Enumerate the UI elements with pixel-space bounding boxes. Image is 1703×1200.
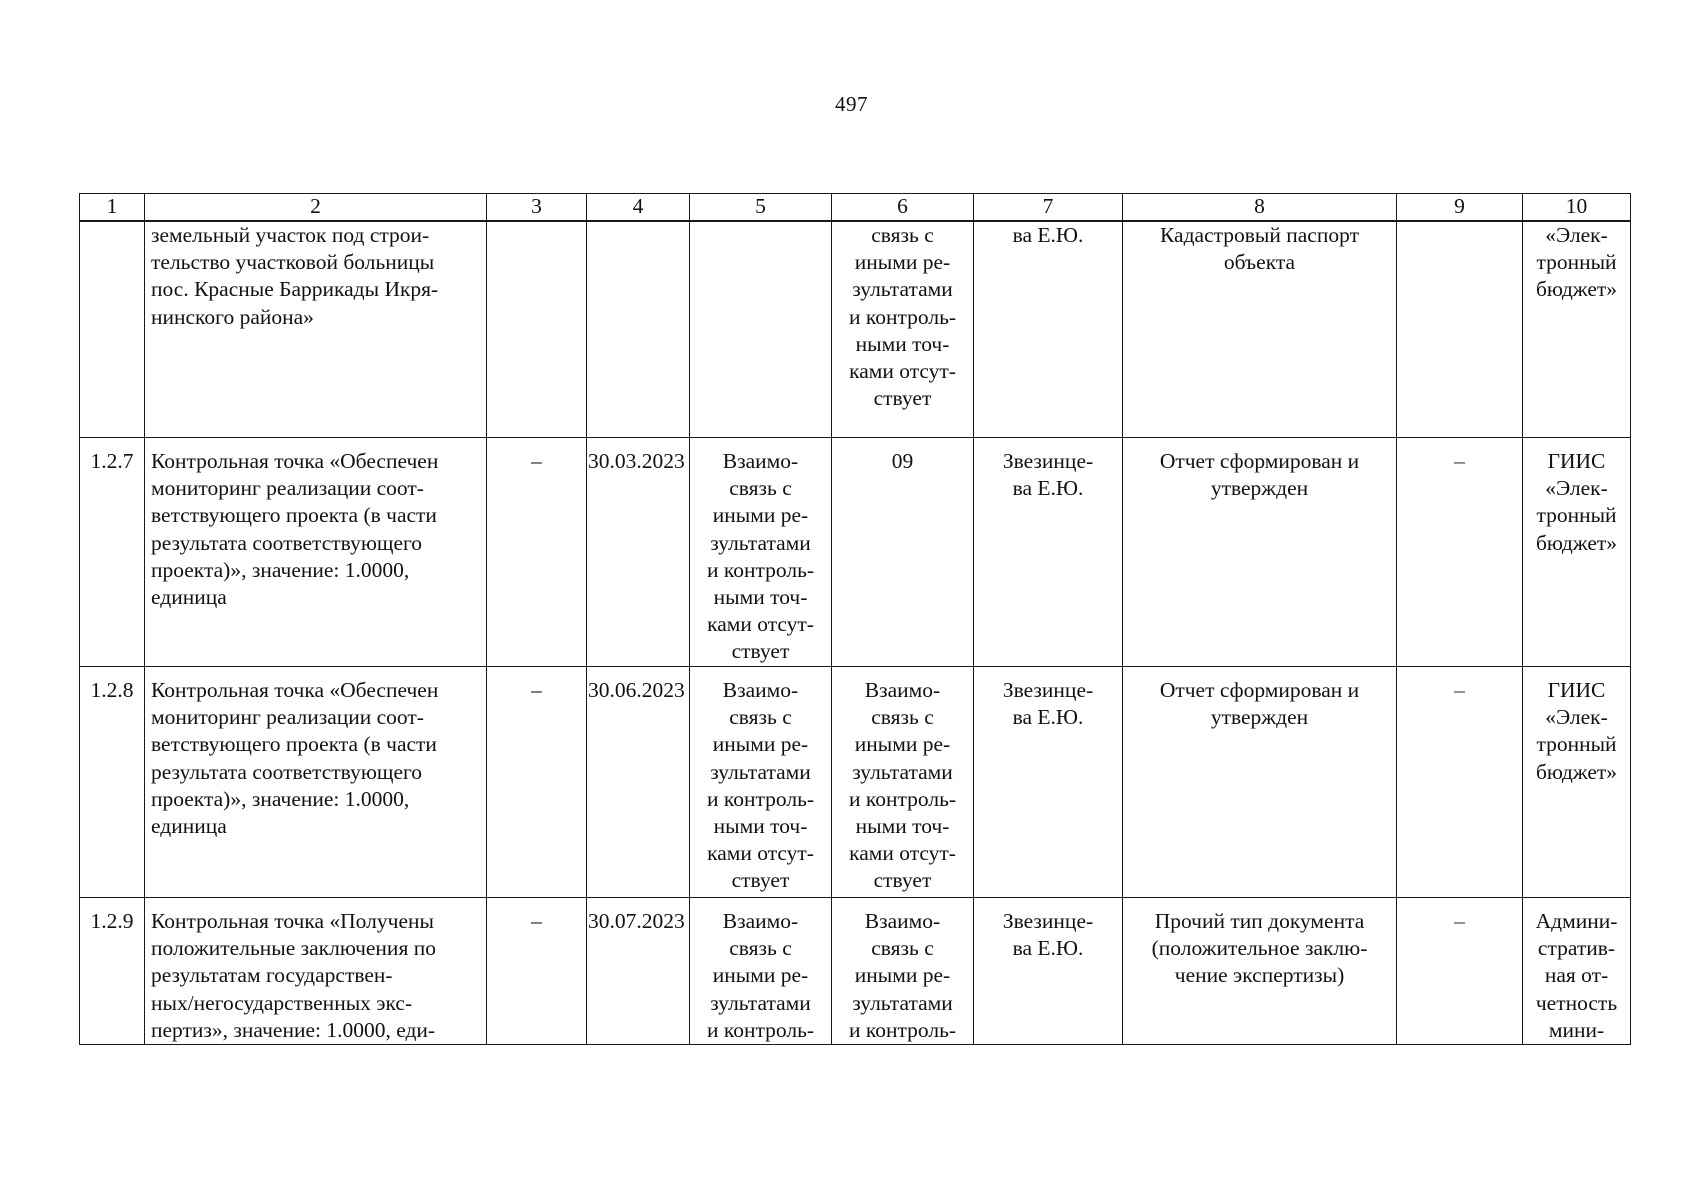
responsible-cell: Звезинце- ва Е.Ю.: [974, 898, 1123, 1045]
start-date-cell: –: [487, 438, 587, 667]
header-cell: 7: [974, 194, 1123, 222]
document-cell: Отчет сформирован и утвержден: [1123, 667, 1397, 898]
successor-cell: Взаимо- связь с иными ре- зультатами и контроль-: [832, 898, 974, 1045]
header-cell: 3: [487, 194, 587, 222]
table-row: [80, 898, 1631, 1045]
header-cell: 2: [145, 194, 487, 222]
row-number-cell: 1.2.8: [80, 667, 145, 898]
level-cell: –: [1397, 898, 1523, 1045]
control-point-name-cell: земельный участок под строи- тельство участковой больницы пос. Красные Баррикады Икря- нинского района»: [145, 221, 487, 438]
row-number-cell: 1.2.7: [80, 438, 145, 667]
start-date-cell: [487, 221, 587, 438]
header-cell: 10: [1523, 194, 1631, 222]
end-date-cell: 30.06.2023: [587, 667, 690, 898]
predecessor-cell: Взаимо- связь с иными ре- зультатами и контроль- ными точ- ками отсут- ствует: [690, 438, 832, 667]
header-cell: 8: [1123, 194, 1397, 222]
header-cell: 9: [1397, 194, 1523, 222]
control-point-name-cell: Контрольная точка «Обеспечен мониторинг реализации соот- ветствующего проекта (в части результата соответствующего проекта)», значение: 1.0000, единица: [145, 438, 487, 667]
info-system-cell: Админи- стратив- ная от- четность мини-: [1523, 898, 1631, 1045]
info-system-cell: «Элек- тронный бюджет»: [1523, 221, 1631, 438]
end-date-cell: 30.03.2023: [587, 438, 690, 667]
header-cell: 4: [587, 194, 690, 222]
table-row: [80, 221, 1631, 438]
info-system-cell: ГИИС «Элек- тронный бюджет»: [1523, 438, 1631, 667]
responsible-cell: ва Е.Ю.: [974, 221, 1123, 438]
responsible-cell: Звезинце- ва Е.Ю.: [974, 438, 1123, 667]
predecessor-cell: Взаимо- связь с иными ре- зультатами и контроль-: [690, 898, 832, 1045]
header-cell: 1: [80, 194, 145, 222]
header-cell: 5: [690, 194, 832, 222]
level-cell: –: [1397, 438, 1523, 667]
table-row: [80, 438, 1631, 667]
predecessor-cell: Взаимо- связь с иными ре- зультатами и контроль- ными точ- ками отсут- ствует: [690, 667, 832, 898]
control-point-name-cell: Контрольная точка «Получены положительные заключения по результатам государствен- ных/негосударственных экс- пертиз», значение: 1.0000, еди-: [145, 898, 487, 1045]
end-date-cell: [587, 221, 690, 438]
row-number-cell: [80, 221, 145, 438]
successor-cell: Взаимо- связь с иными ре- зультатами и контроль- ными точ- ками отсут- ствует: [832, 667, 974, 898]
end-date-cell: 30.07.2023: [587, 898, 690, 1045]
header-cell: 6: [832, 194, 974, 222]
row-number-cell: 1.2.9: [80, 898, 145, 1045]
info-system-cell: ГИИС «Элек- тронный бюджет»: [1523, 667, 1631, 898]
start-date-cell: –: [487, 898, 587, 1045]
document-cell: Отчет сформирован и утвержден: [1123, 438, 1397, 667]
level-cell: –: [1397, 667, 1523, 898]
document-cell: Прочий тип документа (положительное заклю- чение экспертизы): [1123, 898, 1397, 1045]
document-cell: Кадастровый паспорт объекта: [1123, 221, 1397, 438]
control-points-table: [79, 193, 1631, 1045]
start-date-cell: –: [487, 667, 587, 898]
table-header-row: [80, 194, 1631, 222]
control-point-name-cell: Контрольная точка «Обеспечен мониторинг реализации соот- ветствующего проекта (в части результата соответствующего проекта)», значение: 1.0000, единица: [145, 667, 487, 898]
successor-cell: связь с иными ре- зультатами и контроль- ными точ- ками отсут- ствует: [832, 221, 974, 438]
responsible-cell: Звезинце- ва Е.Ю.: [974, 667, 1123, 898]
predecessor-cell: [690, 221, 832, 438]
page-number: 497: [835, 92, 868, 116]
table-row: [80, 667, 1631, 898]
level-cell: [1397, 221, 1523, 438]
successor-cell: 09: [832, 438, 974, 667]
